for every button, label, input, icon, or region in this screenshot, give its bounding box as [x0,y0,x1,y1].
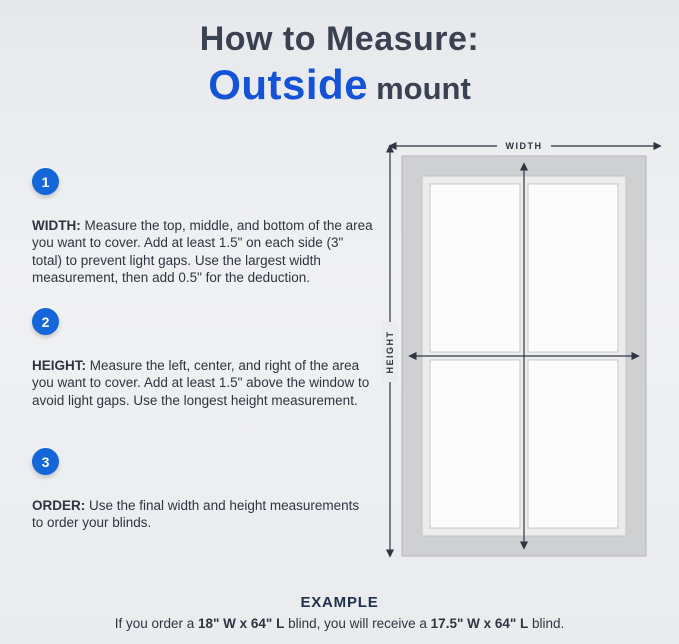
step-3-text [32,497,374,532]
step-2-badge: 2 [32,308,59,335]
step-2-label: HEIGHT: [32,357,86,373]
step-1-label: WIDTH: [32,217,81,233]
example-received-size: 17.5" W x 64" L [430,616,529,631]
window-pane-top-right [528,184,618,352]
window-pane-top-left [430,184,520,352]
step-1-body: Measure the top, middle, and bottom of the area you want to cover. Add at least 1.5" on each side (3" total) to prevent light gaps. Use the largest width measurement, then add 0.5" for the deduction. [32,217,373,286]
height-label: HEIGHT [385,330,395,374]
example-part-3: blind, you will receive a [284,616,431,631]
step-3-body: Use the final width and height measurements to order your blinds. [32,497,360,531]
step-3-label: ORDER: [32,497,86,513]
width-label: WIDTH [505,141,543,151]
step-2-text [32,357,374,410]
title-highlight: Outside [208,61,369,108]
window-pane-bottom-left [430,360,520,528]
step-3-badge: 3 [32,448,59,475]
example-part-1: If you order a [114,616,198,631]
step-1-text [32,217,374,287]
title-line-2 [0,61,679,109]
title-line-1: How to Measure: [199,20,480,58]
example-text [0,616,679,631]
example-ordered-size: 18" W x 64" L [198,616,285,631]
example-section [0,594,679,631]
title-rest: mount [376,71,471,106]
example-heading: EXAMPLE [300,594,379,611]
step-2-body: Measure the left, center, and right of the area you want to cover. Add at least 1.5" above the window to avoid light gaps. Use the longest height measurement. [32,357,370,408]
window-measurement-diagram [376,130,672,596]
page-title [0,20,679,109]
window-pane-bottom-right [528,360,618,528]
example-part-5: blind. [528,616,565,631]
step-1-badge: 1 [32,168,59,195]
